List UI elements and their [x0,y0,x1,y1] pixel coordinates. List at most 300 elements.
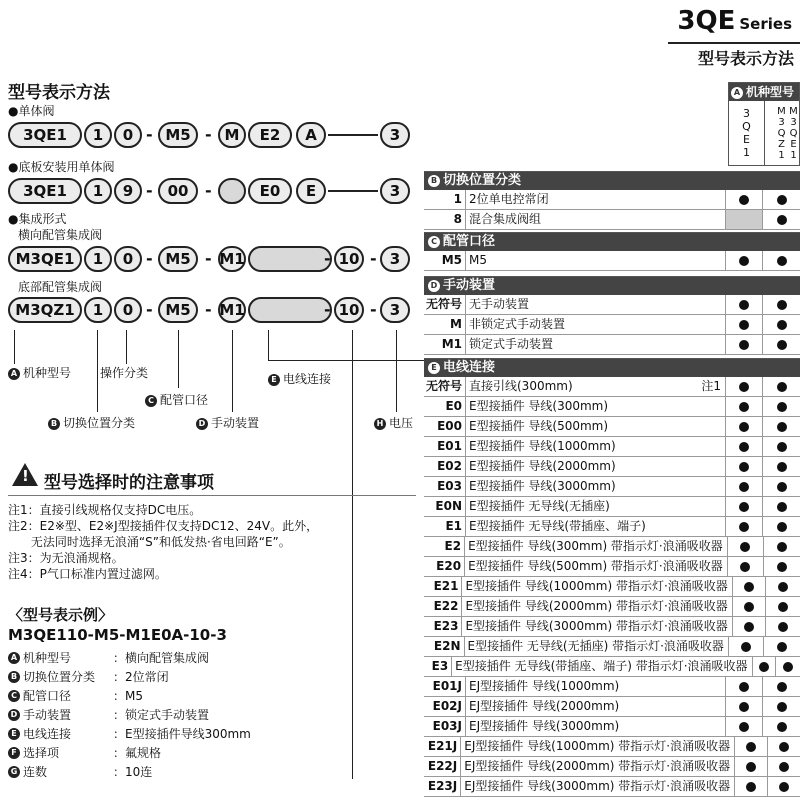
row-availability-c1 [726,697,763,716]
row-desc [466,315,726,334]
model-code-box: 0 [114,246,142,272]
row-availability-c2 [763,477,800,496]
row-desc [466,497,726,516]
available-dot-icon [777,522,787,532]
row-desc [466,677,726,696]
model-dash: - [146,181,153,200]
table-row [424,457,800,477]
available-dot-icon [739,722,749,732]
row-availability-c1 [726,717,763,736]
row-desc-text: E型接插件 导线(1000mm) [469,439,616,453]
letter-e-icon: E [268,374,280,386]
row-desc-text: EJ型接插件 导线(3000mm) 带指示灯·浪涌吸收器 [464,779,731,793]
connector-op [126,330,127,364]
available-dot-icon [739,702,749,712]
row-desc-text: E型接插件 无导线(带插座、端子) [469,519,646,533]
available-dot-icon [740,542,750,552]
example-item-name: 切换位置分类 [23,670,96,684]
row-availability-c1 [735,777,768,796]
spec-section-title: 电线连接 [443,360,496,375]
example-item-value: ：2位常闭 [113,670,169,684]
model-code-box: 0 [114,122,142,148]
row-desc-text: E型接插件 导线(2000mm) 带指示灯·浪涌吸收器 [465,599,728,613]
row-availability-c1 [726,295,763,314]
available-dot-icon [779,742,789,752]
row-desc [466,397,726,416]
row-desc-text: E型接插件 无导线(无插座) 带指示灯·浪涌吸收器 [467,639,724,653]
example-item [8,705,251,724]
row-availability-c1 [726,497,763,516]
row-desc [461,777,735,796]
connector-b [97,330,98,412]
available-dot-icon [777,542,787,552]
row-desc [452,657,752,676]
row-availability-c2 [763,335,800,354]
row-availability-c1 [729,637,765,656]
spec-section-title: 切换位置分类 [443,173,522,188]
row-availability-c2 [763,677,800,696]
example-item-value: ：E型接插件导线300mm [113,727,251,741]
row-desc-text: E型接插件 导线(2000mm) [469,459,616,473]
available-dot-icon [739,256,749,266]
row-availability-c1 [726,477,763,496]
series-divider [668,42,800,44]
letter-e-icon: E [8,728,20,740]
row-availability-c1 [726,677,763,696]
callout-op: 操作分类 [100,366,149,380]
spec-section-header [424,233,800,251]
table-row [424,437,800,457]
row-desc-text: M5 [469,253,487,267]
row-desc-text: EJ型接插件 导线(2000mm) 带指示灯·浪涌吸收器 [464,759,731,773]
model-code-box: 3QE1 [8,178,82,204]
example-item-value: ：M5 [113,689,143,703]
row-desc-text: 非锁定式手动装置 [469,317,566,331]
table-row [424,251,800,271]
table-row [424,295,800,315]
row-code: 无符号 [424,295,466,314]
table-row [424,557,800,577]
table-row [424,477,800,497]
model-code-box: A [296,122,326,148]
row-note: 注1 [701,379,721,393]
example-item [8,648,251,667]
available-dot-icon [777,300,787,310]
example-item-value: ：氟规格 [113,746,162,760]
available-dot-icon [778,602,788,612]
example-item-name: 选择项 [23,746,60,760]
model-dash: - [324,300,331,319]
warning-icon [12,463,38,486]
row-availability-c2 [763,397,800,416]
example-item [8,667,251,686]
available-dot-icon [777,642,787,652]
table-row [424,617,800,637]
connector-g [352,330,353,779]
row-availability-c2 [763,210,800,229]
available-dot-icon [739,502,749,512]
row-availability-c1 [726,190,763,209]
model-code-box: 3 [380,297,410,323]
available-dot-icon [777,442,787,452]
row-code: E01 [424,437,466,456]
table-row [424,397,800,417]
row-code: E20 [424,557,465,576]
available-dot-icon [777,502,787,512]
model-code-box: M3QZ1 [8,297,82,323]
available-dot-icon [746,742,756,752]
available-dot-icon [777,195,787,205]
row-desc [461,737,735,756]
available-dot-icon [739,300,749,310]
available-dot-icon [777,682,787,692]
row-availability-c2 [763,377,800,396]
table-row [424,190,800,210]
model-dash: - [205,300,212,319]
model-row-sublabel: 横向配管集成阀 [18,228,103,242]
table-row [424,657,800,677]
spec-section-title: 手动装置 [443,278,496,293]
example-item-name: 配管口径 [23,689,72,703]
row-desc [466,477,726,496]
row-availability-c2 [763,437,800,456]
available-dot-icon [777,320,787,330]
row-availability-c2 [763,417,800,436]
row-desc-text: E型接插件 导线(300mm) 带指示灯·浪涌吸收器 [468,539,723,553]
row-availability-c2 [766,577,800,596]
available-dot-icon [739,320,749,330]
row-code: E23 [424,617,462,636]
model-code-box: M1 [218,297,246,323]
callout-c: C 配管口径 [145,391,208,408]
available-dot-icon [777,702,787,712]
available-dot-icon [759,662,769,672]
letter-d-icon: D [8,709,20,721]
model-code-box: 1 [84,122,112,148]
model-code-box: 1 [84,297,112,323]
row-desc-text: E型接插件 导线(500mm) 带指示灯·浪涌吸收器 [468,559,723,573]
row-desc [466,335,726,354]
available-dot-icon [777,462,787,472]
available-dot-icon [746,762,756,772]
letter-b-icon: B [428,175,440,187]
series-title: 3QE Series [677,6,792,36]
row-code: E2N [424,637,465,656]
model-dash: - [205,125,212,144]
model-code-box: E0 [248,178,292,204]
model-dash: - [370,300,377,319]
spec-section-header [424,172,800,190]
model-code-box: 0 [114,297,142,323]
row-code: M [424,315,466,334]
row-code: E00 [424,417,466,436]
letter-h-icon: H [374,418,386,430]
row-desc-text: E型接插件 导线(300mm) [469,399,609,413]
row-code: M5 [424,251,466,270]
available-dot-icon [777,382,787,392]
model-code-box: 1 [84,178,112,204]
row-availability-c2 [763,517,800,536]
model-code-box: M [218,122,246,148]
row-code: E2 [424,537,465,556]
model-code-box: 1 [84,246,112,272]
row-desc-text: 混合集成阀组 [469,212,542,226]
table-row [424,577,800,597]
available-dot-icon [739,442,749,452]
callout-a: A 机种型号 [8,364,71,381]
spec-section-header [424,359,800,377]
row-availability-c1 [733,577,767,596]
row-desc-text: E型接插件 导线(3000mm) [469,479,616,493]
letter-a-icon: A [8,652,20,664]
example-item [8,743,251,762]
callout-h: H 电压 [374,414,413,431]
row-availability-c1 [733,617,767,636]
letter-d-icon: D [428,280,440,292]
row-availability-c2 [764,557,800,576]
model-row-label: ●底板安装用单体阀 [8,160,115,174]
available-dot-icon [746,782,756,792]
row-code: E22J [424,757,461,776]
row-code: E03J [424,717,466,736]
model-row-label: ●单体阀 [8,104,55,118]
letter-b-icon: B [8,671,20,683]
spec-section-title: 配管口径 [443,234,496,249]
model-dash: - [146,300,153,319]
row-availability-c2 [763,295,800,314]
example-item-value: ：锁定式手动装置 [113,708,210,722]
table-row [424,737,800,757]
available-dot-icon [779,762,789,772]
model-dash: - [205,249,212,268]
model-row-label: ●集成形式 [8,212,67,226]
row-code: E22 [424,597,462,616]
model-code-box: M3QE1 [8,246,82,272]
model-dash: - [370,249,377,268]
table-row [424,537,800,557]
example-item-value: ：10连 [113,765,153,779]
model-code-box: 10 [334,297,364,323]
row-code: 8 [424,210,466,229]
row-desc [466,457,726,476]
model-connector-line [328,190,378,192]
page-title: 型号表示方法 [8,83,110,103]
model-connector-line [328,134,378,136]
spec-section-c [424,232,800,271]
spec-section-b [424,171,800,230]
row-availability-c1 [726,397,763,416]
row-desc-text: E型接插件 导线(3000mm) 带指示灯·浪涌吸收器 [465,619,728,633]
row-availability-c1 [726,517,763,536]
row-availability-c1 [733,597,767,616]
example-item-name: 机种型号 [23,651,72,665]
row-desc [466,437,726,456]
available-dot-icon [783,662,793,672]
caution-notes [8,502,318,582]
row-availability-c1 [726,457,763,476]
table-row [424,210,800,230]
row-code: E0N [424,497,466,516]
available-dot-icon [779,782,789,792]
available-dot-icon [739,522,749,532]
row-code: E21 [424,577,462,596]
available-dot-icon [744,622,754,632]
letter-c-icon: C [428,236,440,248]
table-row [424,377,800,397]
available-dot-icon [777,340,787,350]
row-availability-c2 [763,251,800,270]
row-desc-text: E型接插件 无导线(带插座、端子) 带指示灯·浪涌吸收器 [455,659,748,673]
model-code-box: E [296,178,326,204]
row-code: E3 [424,657,452,676]
model-code-box: 10 [334,246,364,272]
callout-e: E 电线连接 [268,370,331,387]
row-availability-c2 [764,537,800,556]
spec-section-d [424,276,800,355]
table-row [424,637,800,657]
table-row [424,597,800,617]
model-row-sublabel: 底部配管集成阀 [18,280,103,294]
available-dot-icon [739,340,749,350]
example-item-name: 连数 [23,765,48,779]
row-desc [465,557,728,576]
caution-note: 注4：P气口标准内置过滤网。 [8,567,167,581]
callout-b: B 切换位置分类 [48,414,135,431]
table-row [424,677,800,697]
letter-a-icon: A [8,368,20,380]
series-subtitle: 型号表示方法 [697,49,794,68]
letter-a-icon: A [731,87,743,99]
row-availability-c2 [768,737,800,756]
letter-b-icon: B [48,418,60,430]
letter-d-icon: D [196,418,208,430]
row-desc-text: 锁定式手动装置 [469,337,554,351]
row-desc-text: 无手动装置 [469,297,530,311]
row-desc-text: 直接引线(300mm) [469,379,573,393]
available-dot-icon [739,682,749,692]
row-availability-c2 [766,597,800,616]
model-code-box [248,297,332,323]
available-dot-icon [777,215,787,225]
caution-divider [8,495,416,496]
letter-c-icon: C [145,395,157,407]
connector-e-h [268,360,424,361]
table-a-col2: M3QE1 M3QZ1 [776,105,799,161]
example-model: M3QE110-M5-M1E0A-10-3 [8,626,227,644]
model-code-box: 3 [380,122,410,148]
model-code-box: 3QE1 [8,122,82,148]
row-availability-c1 [726,417,763,436]
example-list [8,648,251,781]
available-dot-icon [744,602,754,612]
table-row [424,497,800,517]
row-code: 1 [424,190,466,209]
connector-e [268,330,269,360]
row-desc [466,717,726,736]
caution-note: 无法同时选择无浪涌“S”和低发热·省电回路“E”。 [8,535,291,549]
spec-section-e [424,358,800,797]
table-a-header: A 机种型号 [729,83,799,101]
row-desc-text: EJ型接插件 导线(2000mm) [469,699,620,713]
example-title: 〈型号表示例〉 [8,606,114,624]
row-availability-c2 [764,637,800,656]
row-code: E23J [424,777,461,796]
row-availability-c1 [753,657,777,676]
available-dot-icon [739,382,749,392]
model-code-box: 00 [158,178,198,204]
example-item-name: 电线连接 [23,727,72,741]
row-desc [466,190,726,209]
connector-c [178,330,179,388]
model-code-box: M5 [158,246,198,272]
row-desc-text: 2位单电控常闭 [469,192,549,206]
available-dot-icon [777,256,787,266]
row-desc [466,210,726,229]
available-dot-icon [778,582,788,592]
row-code: E21J [424,737,461,756]
available-dot-icon [739,422,749,432]
letter-c-icon: C [8,690,20,702]
row-code: M1 [424,335,466,354]
example-item [8,724,251,743]
row-availability-c2 [763,190,800,209]
row-availability-c2 [763,457,800,476]
available-dot-icon [778,622,788,632]
available-dot-icon [777,562,787,572]
row-availability-c2 [776,657,800,676]
table-row [424,717,800,737]
row-desc [462,597,732,616]
model-code-box [218,178,246,204]
example-item [8,686,251,705]
row-desc [462,617,732,636]
row-desc [466,377,726,396]
table-row [424,315,800,335]
connector-d [232,330,233,412]
row-availability-c2 [766,617,800,636]
caution-note: 注1：直接引线规格仅支持DC电压。 [8,503,202,517]
letter-f-icon: F [8,747,20,759]
caution-title: 型号选择时的注意事项 [44,473,214,493]
available-dot-icon [740,562,750,572]
row-desc [465,537,728,556]
row-availability-c1 [735,757,768,776]
model-dash: - [205,181,212,200]
table-row [424,417,800,437]
row-desc-text: EJ型接插件 导线(1000mm) 带指示灯·浪涌吸收器 [464,739,731,753]
row-availability-c2 [763,497,800,516]
available-dot-icon [739,402,749,412]
example-item [8,762,251,781]
available-dot-icon [739,462,749,472]
spec-section-header [424,277,800,295]
example-item-value: ：横向配管集成阀 [113,651,210,665]
available-dot-icon [744,582,754,592]
available-dot-icon [741,642,751,652]
row-availability-c1 [735,737,768,756]
row-desc [465,637,729,656]
row-availability-c1 [726,315,763,334]
row-availability-c1 [726,251,763,270]
model-code-box: 9 [114,178,142,204]
available-dot-icon [777,422,787,432]
table-row [424,757,800,777]
table-a [728,82,800,166]
row-availability-c2 [763,697,800,716]
table-row [424,697,800,717]
row-code: E02J [424,697,466,716]
letter-g-icon: G [8,766,20,778]
